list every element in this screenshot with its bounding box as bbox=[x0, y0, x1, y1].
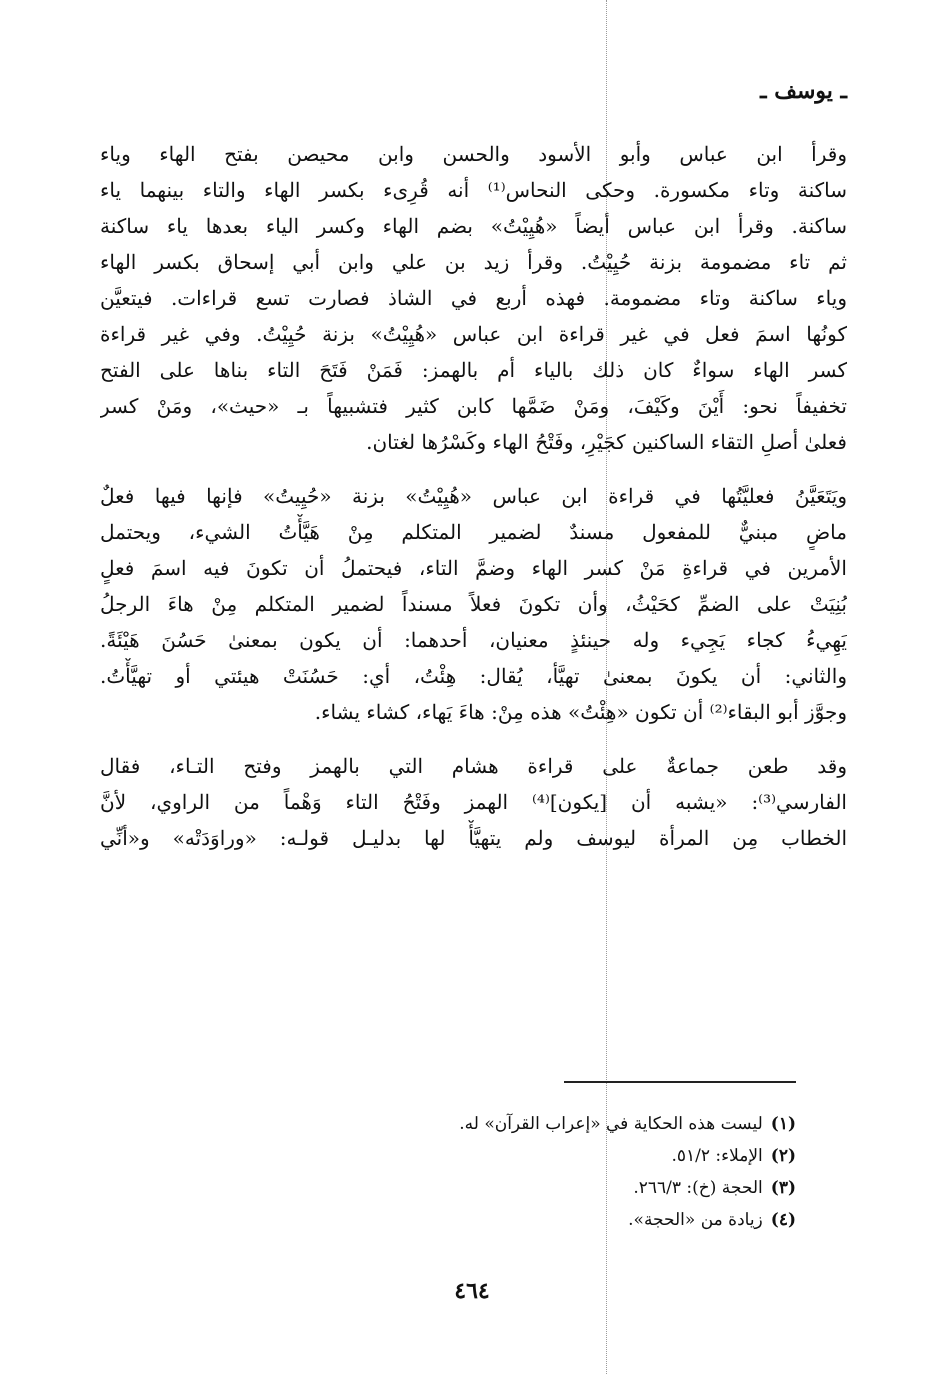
text-line: الفارسي⁽³⁾: «يشبه أن [يكون]⁽⁴⁾ الهمز وفَتْحُ التاء وَهْماً من الراوي، لأنَّ bbox=[100, 790, 847, 814]
text-line: ساكنة وتاء مكسورة. وحكى النحاس⁽¹⁾ أنه قُرِىء بكسر الهاء والتاء بينهما ياء bbox=[100, 178, 847, 202]
footnote-text: الحجة (خ): ٢٦٦/٣. bbox=[633, 1178, 763, 1198]
text-line: ثم تاء مضمومة بزنة حُيِيْتُ. وقرأ زيد بن علي وابن أبي إسحاق بكسر الهاء bbox=[100, 250, 847, 274]
text-line: والثاني: أن يكونَ بمعنىٰ تهيَّأ، يُقال: هِئْتُ، أي: حَسُنَتْ هيئتي أو تهيَّأْتُ. bbox=[100, 664, 847, 688]
text-line: ويَتَعَيَّنُ فعليَّتُها في قراءة ابن عباس «هُيِيْتُ» بزنة «حُيِيتُ» فإنها فيها فعلٌ bbox=[100, 484, 847, 508]
text-line: كسر الهاء سواءٌ كان ذلك بالياء أم بالهمز: فَمَنْ فَتَحَ التاء بناها على الفتح bbox=[100, 358, 847, 382]
text-line: ساكنة. وقرأ ابن عباس أيضاً «هُيِيْتُ» بضم الهاء وكسر الياء بعدها ياء ساكنة bbox=[100, 214, 847, 238]
footnote bbox=[459, 1172, 796, 1204]
text-line: ماضٍ مبنيٌّ للمفعول مسندٌ لضمير المتكلم مِنْ هَيَّأْتُ الشيء، ويحتمل bbox=[100, 520, 847, 544]
footnote-text: زيادة من «الحجة». bbox=[628, 1210, 763, 1230]
paragraph bbox=[100, 136, 847, 460]
text-line: وقرأ ابن عباس وأبو الأسود والحسن وابن محيصن بفتح الهاء وياء bbox=[100, 142, 847, 166]
footnote-number: (٢) bbox=[770, 1146, 796, 1166]
footnote-text: الإملاء: ٥١/٢. bbox=[671, 1146, 763, 1166]
footnote-separator bbox=[564, 1081, 796, 1083]
text-line: الخطاب مِن المرأة ليوسف ولم يتهيَّأْ لها بدليـل قولـه: «وراوَدَتْه» و«أنِّي bbox=[100, 826, 847, 850]
running-header: ـ يوسف ـ bbox=[760, 78, 847, 104]
text-line: الأمرين في قراءةِ مَنْ كسر الهاء وضمَّ التاء، فيحتملُ أن تكونَ فيه اسمَ فعلٍ bbox=[100, 556, 847, 580]
footnote-number: (٤) bbox=[770, 1210, 796, 1230]
text-line: فعلىٰ أصلِ التقاء الساكنين كجَيْرِ، وفَتْحُ الهاء وكَسْرُها لغتان. bbox=[366, 430, 847, 454]
text-line: وجوَّز أبو البقاء⁽²⁾ أن تكون «هِئْتُ» هذه مِنْ: هاءَ يَهاء، كشاء يشاء. bbox=[314, 700, 847, 724]
page-number: ٤٦٤ bbox=[454, 1278, 490, 1304]
text-line: كونُها اسمَ فعل في غير قراءة ابن عباس «هُيِيْتُ» بزنة حُيِيْتُ. وفي غير قراءة bbox=[100, 322, 847, 346]
footnote bbox=[459, 1108, 796, 1140]
main-text bbox=[100, 136, 847, 856]
footnote-number: (١) bbox=[770, 1114, 796, 1134]
footnotes bbox=[459, 1108, 796, 1236]
footnote bbox=[459, 1140, 796, 1172]
text-line: بُنِيَتْ على الضمِّ كحَيْثُ، وأن تكونَ فعلاً مسنداً لضمير المتكلم مِنْ هاءَ الرجلُ bbox=[100, 592, 847, 616]
text-line: يَهِيءُ كجاء يَجِيء وله حينئذٍ معنيان، أحدهما: أن يكون بمعنىٰ حَسُنَ هَيْئَةً. bbox=[100, 628, 847, 652]
paragraph bbox=[100, 478, 847, 730]
footnote-number: (٣) bbox=[770, 1178, 796, 1198]
text-line: تخفيفاً نحو: أَيْنَ وكَيْفَ، ومَنْ ضَمَّها كابن كثير فتشبيهاً بـ «حيث»، ومَنْ كسر bbox=[100, 394, 847, 418]
footnote-text: ليست هذه الحكاية في «إعراب القرآن» له. bbox=[459, 1114, 763, 1134]
paragraph bbox=[100, 748, 847, 856]
footnote bbox=[459, 1204, 796, 1236]
text-line: وياء ساكنة وتاء مضمومة. فهذه أربع في الشاذ فصارت تسع قراءات. فيتعيَّن bbox=[100, 286, 847, 310]
text-line: وقد طعن جماعةٌ على قراءة هشام التي بالهمز وفتح التـاء، فقال bbox=[100, 754, 847, 778]
